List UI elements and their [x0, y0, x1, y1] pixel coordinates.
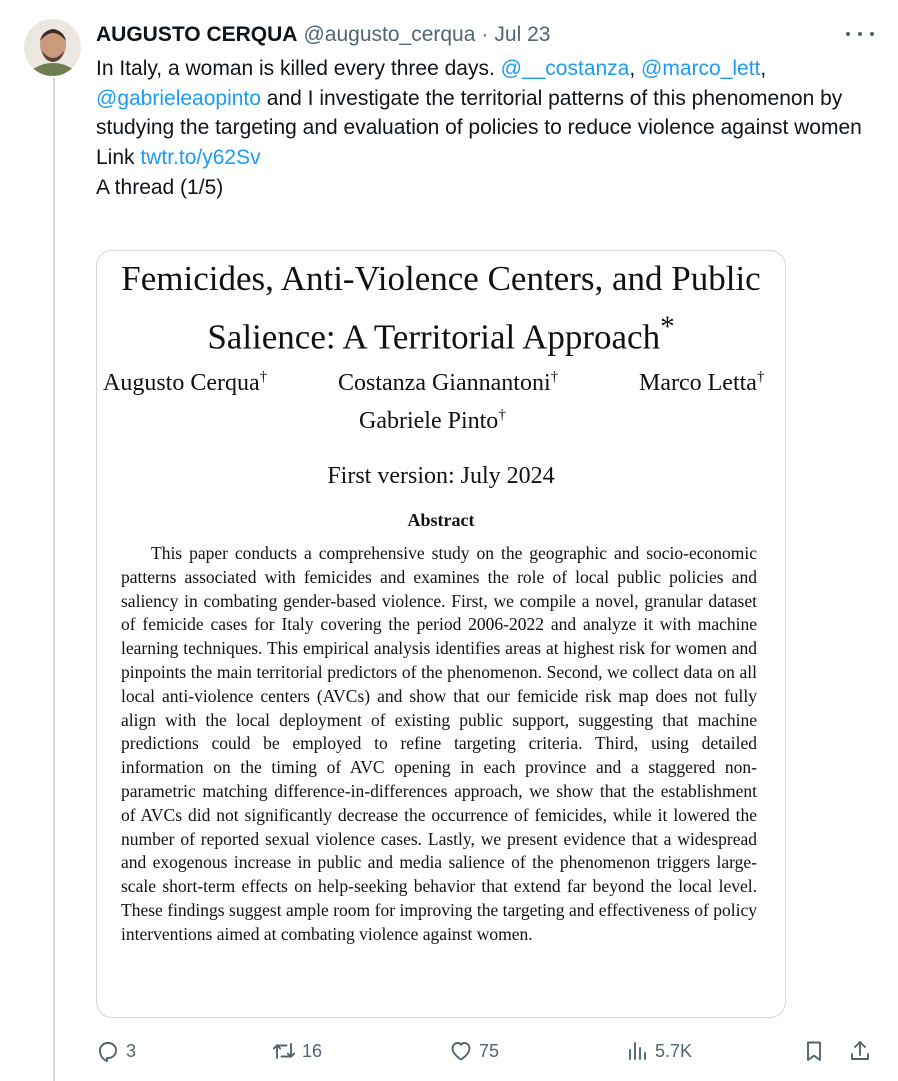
header-separator: ·: [481, 23, 489, 46]
author-name: Costanza Giannantoni: [338, 370, 551, 396]
paper-title: [97, 255, 785, 362]
avatar-image: [24, 19, 81, 76]
views-count: 5.7K: [655, 1040, 693, 1061]
paper-title-text: Femicides, Anti-Violence Centers, and Public Salience: A Territorial Approach: [121, 259, 761, 357]
paper-author: [338, 369, 558, 397]
tweet-header: [96, 21, 550, 49]
paper-author: [639, 369, 764, 397]
retweet-button[interactable]: [272, 1034, 322, 1068]
like-button[interactable]: [449, 1034, 499, 1068]
media-attachment[interactable]: [96, 250, 786, 1018]
author-mark: †: [550, 369, 559, 385]
mention-marco-lett[interactable]: @marco_lett: [641, 57, 761, 80]
paper-screenshot: [97, 251, 785, 1017]
retweet-count: 16: [302, 1040, 323, 1061]
author-name: Marco Letta: [639, 370, 757, 396]
author-mark: †: [498, 407, 506, 423]
tweet-actions: [96, 1034, 886, 1068]
heart-icon: [449, 1039, 473, 1063]
comma-1: ,: [629, 57, 642, 80]
bookmark-icon: [802, 1039, 826, 1063]
abstract-heading: Abstract: [407, 510, 475, 530]
tweet-text-intro: In Italy, a woman is killed every three days.: [96, 57, 501, 80]
paper-author: [103, 369, 267, 397]
avatar[interactable]: [24, 19, 81, 76]
author-mark: †: [259, 369, 268, 385]
author-name: Gabriele Pinto: [359, 408, 499, 434]
abstract-text: This paper conducts a comprehensive study on the geographic and socio-economic patterns associated with femicides and examines the role of local public policies and saliency in combating gender-based violence. First, we compile a novel, granular dataset of femicide cases for Italy covering the period 2006-2022 and analyze it with machine learning techniques. This empirical analysis identifies areas at highest risk for women and pinpoints the main territorial predictors of the phenomenon. Second, we collect data on all local anti-violence centers (AVCs) and show that our femicide risk map does not fully align with the local deployment of existing public support, suggesting that machine predictions could be employed to refine targeting criteria. Third, using detailed information on the timing of AVC opening in each province and a staggered non-parametric matching difference-in-differences approach, we show that the establishment of AVCs did not significantly decrease the occurrence of femicides, while it lowered the number of reported sexual violence cases. Lastly, we present evidence that a widespread and exogenous increase in public and media salience of the phenomenon triggers large-scale short-term effects on help-seeking behavior that extend far beyond the local level. These findings suggest ample room for improving the targeting and effectiveness of policy interventions aimed at combating violence against women.: [121, 543, 757, 944]
author-display-name[interactable]: AUGUSTO CERQUA: [96, 23, 298, 46]
tweet-date[interactable]: Jul 23: [494, 23, 551, 46]
paper-version: First version: July 2024: [327, 463, 555, 489]
tweet-link-line: [96, 143, 886, 173]
reply-button[interactable]: [96, 1034, 136, 1068]
thread-connector-line: [53, 78, 55, 1081]
like-count: 75: [479, 1040, 500, 1061]
tweet-text: [96, 54, 886, 203]
paper-title-mark: *: [660, 311, 675, 343]
paper-author: [359, 407, 506, 435]
author-name: Augusto Cerqua: [103, 370, 260, 396]
author-handle[interactable]: @augusto_cerqua: [303, 23, 476, 46]
thread-note: A thread (1/5): [96, 175, 224, 199]
tweet-body: [96, 54, 886, 143]
link-label: Link: [96, 146, 141, 170]
author-mark: †: [756, 369, 765, 385]
tweet-link[interactable]: twtr.to/y62Sv: [140, 146, 261, 170]
views-icon: [625, 1039, 649, 1063]
reply-count: 3: [126, 1040, 137, 1061]
bookmark-button[interactable]: [802, 1034, 826, 1068]
share-icon: [848, 1039, 872, 1063]
comma-2: ,: [760, 57, 767, 80]
retweet-icon: [272, 1039, 296, 1063]
mention-costanza[interactable]: @__costanza: [500, 57, 630, 80]
share-button[interactable]: [848, 1034, 872, 1068]
tweet-text-rest: and I investigate the territorial patterns of this phenomenon by studying the targeting and evaluation of policies to reduce violence against women: [96, 86, 862, 140]
reply-icon: [96, 1039, 120, 1063]
mention-gabrieleaopinto[interactable]: @gabrieleaopinto: [96, 86, 261, 110]
more-icon[interactable]: [846, 26, 874, 42]
views-button[interactable]: [625, 1034, 692, 1068]
